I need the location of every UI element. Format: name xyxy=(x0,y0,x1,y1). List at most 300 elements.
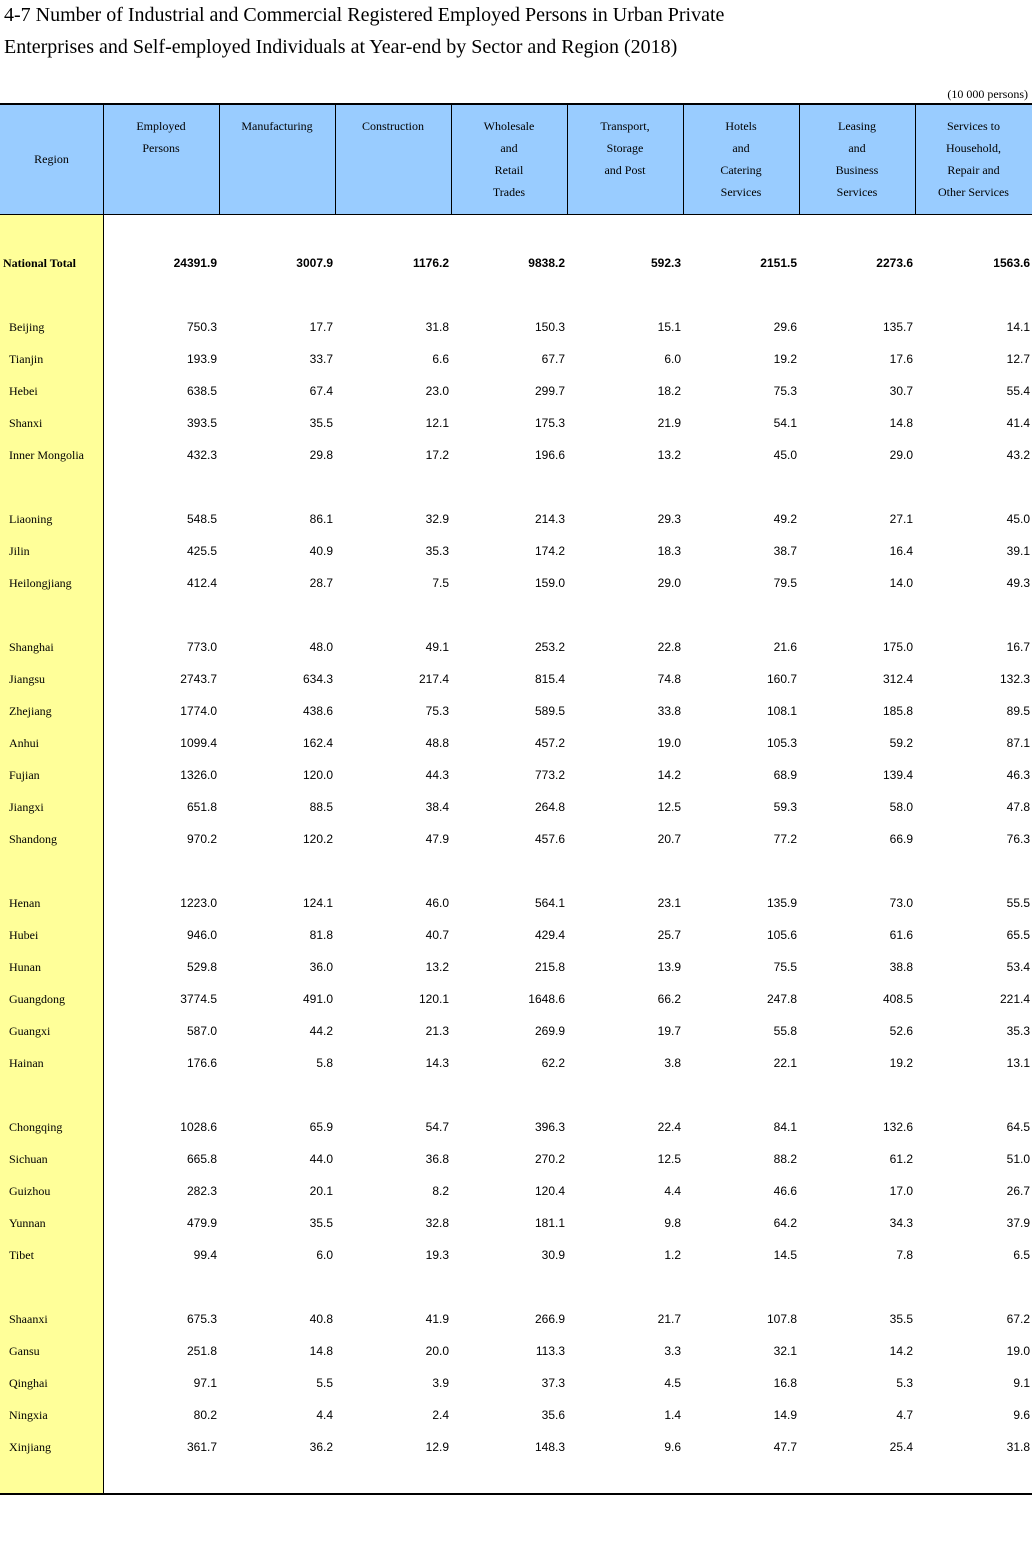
cell-value: 38.7 xyxy=(773,544,797,558)
cell-value: 2273.6 xyxy=(876,256,913,270)
cell-value: 162.4 xyxy=(302,736,333,750)
table-row xyxy=(0,894,1032,914)
cell-value: 14.1 xyxy=(1006,320,1030,334)
cell-value: 19.2 xyxy=(773,352,797,366)
cell-value: 7.8 xyxy=(896,1248,913,1262)
cell-value: 65.5 xyxy=(1006,928,1030,942)
cell-value: 24391.9 xyxy=(173,256,217,270)
cell-value: 66.2 xyxy=(657,992,681,1006)
cell-value: 638.5 xyxy=(186,384,217,398)
cell-value: 14.8 xyxy=(309,1344,333,1358)
region-name: Jilin xyxy=(9,544,30,558)
cell-value: 548.5 xyxy=(186,512,217,526)
cell-value: 22.8 xyxy=(657,640,681,654)
region-name: National Total xyxy=(3,256,77,270)
cell-value: 67.4 xyxy=(309,384,333,398)
cell-value: 73.0 xyxy=(889,896,913,910)
cell-value: 221.4 xyxy=(999,992,1030,1006)
cell-value: 32.8 xyxy=(425,1216,449,1230)
cell-value: 74.8 xyxy=(657,672,681,686)
cell-value: 457.2 xyxy=(534,736,565,750)
cell-value: 120.1 xyxy=(418,992,449,1006)
region-name: Jiangxi xyxy=(9,800,44,814)
cell-value: 67.7 xyxy=(541,352,565,366)
region-name: Beijing xyxy=(9,320,45,334)
cell-value: 77.2 xyxy=(773,832,797,846)
cell-value: 41.4 xyxy=(1006,416,1030,430)
table-row xyxy=(0,670,1032,690)
cell-value: 1563.6 xyxy=(993,256,1030,270)
column-header-line: Transport, xyxy=(600,119,650,133)
cell-value: 39.1 xyxy=(1006,544,1030,558)
cell-value: 97.1 xyxy=(193,1376,217,1390)
table-row xyxy=(0,990,1032,1010)
cell-value: 5.8 xyxy=(316,1056,333,1070)
cell-value: 58.0 xyxy=(889,800,913,814)
cell-value: 18.2 xyxy=(657,384,681,398)
cell-value: 8.2 xyxy=(432,1184,449,1198)
cell-value: 17.0 xyxy=(889,1184,913,1198)
table-row xyxy=(0,1438,1032,1458)
cell-value: 105.6 xyxy=(766,928,797,942)
region-name: Anhui xyxy=(9,736,39,750)
cell-value: 19.3 xyxy=(425,1248,449,1262)
cell-value: 396.3 xyxy=(534,1120,565,1134)
cell-value: 22.4 xyxy=(657,1120,681,1134)
cell-value: 14.0 xyxy=(889,576,913,590)
cell-value: 16.7 xyxy=(1006,640,1030,654)
cell-value: 12.9 xyxy=(425,1440,449,1454)
cell-value: 12.1 xyxy=(425,416,449,430)
column-header-line: Retail xyxy=(494,163,524,177)
cell-value: 29.3 xyxy=(657,512,681,526)
column-header-line: Household, xyxy=(946,141,1001,155)
cell-value: 9.8 xyxy=(664,1216,681,1230)
cell-value: 15.1 xyxy=(657,320,681,334)
cell-value: 4.7 xyxy=(896,1408,913,1422)
cell-value: 86.1 xyxy=(309,512,333,526)
cell-value: 589.5 xyxy=(534,704,565,718)
cell-value: 13.2 xyxy=(657,448,681,462)
cell-value: 247.8 xyxy=(766,992,797,1006)
table-row xyxy=(0,318,1032,338)
table-row xyxy=(0,734,1032,754)
cell-value: 120.2 xyxy=(302,832,333,846)
cell-value: 9.6 xyxy=(664,1440,681,1454)
cell-value: 22.1 xyxy=(773,1056,797,1070)
cell-value: 408.5 xyxy=(882,992,913,1006)
table-row xyxy=(0,574,1032,594)
cell-value: 113.3 xyxy=(535,1344,565,1358)
cell-value: 135.9 xyxy=(766,896,797,910)
cell-value: 160.7 xyxy=(766,672,797,686)
region-name: Hebei xyxy=(9,384,38,398)
cell-value: 181.1 xyxy=(534,1216,565,1230)
cell-value: 37.3 xyxy=(541,1376,565,1390)
cell-value: 26.7 xyxy=(1006,1184,1030,1198)
column-header-line: Region xyxy=(34,152,69,166)
table-row xyxy=(0,702,1032,722)
cell-value: 253.2 xyxy=(534,640,565,654)
region-name: Inner Mongolia xyxy=(9,448,84,462)
region-name: Sichuan xyxy=(9,1152,48,1166)
cell-value: 66.9 xyxy=(889,832,913,846)
cell-value: 19.2 xyxy=(889,1056,913,1070)
cell-value: 108.1 xyxy=(766,704,797,718)
cell-value: 17.7 xyxy=(309,320,333,334)
cell-value: 3.9 xyxy=(432,1376,449,1390)
cell-value: 33.7 xyxy=(309,352,333,366)
table-row xyxy=(0,1310,1032,1330)
table-row xyxy=(0,542,1032,562)
cell-value: 55.4 xyxy=(1006,384,1030,398)
cell-value: 99.4 xyxy=(193,1248,217,1262)
cell-value: 12.7 xyxy=(1006,352,1030,366)
cell-value: 5.3 xyxy=(896,1376,913,1390)
table-row xyxy=(0,382,1032,402)
cell-value: 4.4 xyxy=(664,1184,681,1198)
cell-value: 13.2 xyxy=(425,960,449,974)
cell-value: 27.1 xyxy=(889,512,913,526)
region-name: Guangdong xyxy=(9,992,65,1006)
region-name: Shaanxi xyxy=(9,1312,48,1326)
column-header-line: Business xyxy=(835,163,879,177)
cell-value: 1176.2 xyxy=(412,256,449,270)
cell-value: 135.7 xyxy=(882,320,913,334)
cell-value: 79.5 xyxy=(773,576,797,590)
region-name: Hubei xyxy=(9,928,39,942)
cell-value: 37.9 xyxy=(1006,1216,1030,1230)
cell-value: 9838.2 xyxy=(528,256,565,270)
cell-value: 13.9 xyxy=(657,960,681,974)
cell-value: 14.9 xyxy=(773,1408,797,1422)
cell-value: 634.3 xyxy=(302,672,333,686)
cell-value: 64.2 xyxy=(773,1216,797,1230)
cell-value: 4.5 xyxy=(664,1376,681,1390)
region-name: Fujian xyxy=(9,768,40,782)
cell-value: 491.0 xyxy=(302,992,333,1006)
cell-value: 35.6 xyxy=(541,1408,565,1422)
cell-value: 159.0 xyxy=(534,576,565,590)
cell-value: 36.0 xyxy=(309,960,333,974)
cell-value: 76.3 xyxy=(1006,832,1030,846)
cell-value: 34.3 xyxy=(889,1216,913,1230)
region-name: Ningxia xyxy=(9,1408,48,1422)
table-row xyxy=(0,1214,1032,1234)
region-name: Zhejiang xyxy=(9,704,52,718)
cell-value: 46.0 xyxy=(425,896,449,910)
cell-value: 479.9 xyxy=(186,1216,217,1230)
cell-value: 132.6 xyxy=(882,1120,913,1134)
region-name: Guizhou xyxy=(9,1184,51,1198)
cell-value: 36.8 xyxy=(425,1152,449,1166)
cell-value: 61.2 xyxy=(889,1152,913,1166)
cell-value: 23.0 xyxy=(425,384,449,398)
table-row xyxy=(0,638,1032,658)
cell-value: 6.5 xyxy=(1013,1248,1030,1262)
cell-value: 46.6 xyxy=(773,1184,797,1198)
region-name: Henan xyxy=(9,896,41,910)
cell-value: 1648.6 xyxy=(528,992,565,1006)
cell-value: 81.8 xyxy=(309,928,333,942)
cell-value: 44.2 xyxy=(309,1024,333,1038)
table-title-line-2: Enterprises and Self-employed Individuals at Year-end by Sector and Region (2018) xyxy=(4,36,678,58)
cell-value: 773.0 xyxy=(186,640,217,654)
cell-value: 32.1 xyxy=(773,1344,797,1358)
cell-value: 9.6 xyxy=(1013,1408,1030,1422)
cell-value: 1326.0 xyxy=(180,768,217,782)
cell-value: 88.5 xyxy=(309,800,333,814)
table-row xyxy=(0,1182,1032,1202)
cell-value: 59.3 xyxy=(773,800,797,814)
cell-value: 107.8 xyxy=(766,1312,797,1326)
table-row xyxy=(0,1246,1032,1266)
cell-value: 970.2 xyxy=(186,832,217,846)
column-header-line: and xyxy=(848,141,866,155)
cell-value: 2743.7 xyxy=(180,672,217,686)
cell-value: 3.3 xyxy=(664,1344,681,1358)
cell-value: 49.2 xyxy=(773,512,797,526)
cell-value: 269.9 xyxy=(534,1024,565,1038)
cell-value: 3.8 xyxy=(664,1056,681,1070)
cell-value: 38.4 xyxy=(425,800,449,814)
table-row xyxy=(0,1118,1032,1138)
region-name: Heilongjiang xyxy=(9,576,72,590)
cell-value: 6.0 xyxy=(664,352,681,366)
cell-value: 41.9 xyxy=(425,1312,449,1326)
column-header-line: and xyxy=(732,141,750,155)
region-name: Guangxi xyxy=(9,1024,51,1038)
cell-value: 14.5 xyxy=(773,1248,797,1262)
cell-value: 5.5 xyxy=(316,1376,333,1390)
cell-value: 32.9 xyxy=(425,512,449,526)
cell-value: 270.2 xyxy=(534,1152,565,1166)
region-name: Xinjiang xyxy=(9,1440,51,1454)
column-header-line: Services to xyxy=(947,119,1000,133)
cell-value: 214.3 xyxy=(534,512,565,526)
cell-value: 25.7 xyxy=(657,928,681,942)
column-header-line: Storage xyxy=(606,141,644,155)
cell-value: 47.7 xyxy=(773,1440,797,1454)
cell-value: 139.4 xyxy=(882,768,913,782)
cell-value: 176.6 xyxy=(186,1056,217,1070)
cell-value: 6.6 xyxy=(432,352,449,366)
table-row xyxy=(0,1374,1032,1394)
table-row xyxy=(0,1406,1032,1426)
cell-value: 21.9 xyxy=(657,416,681,430)
column-header-line: Services xyxy=(720,185,762,199)
cell-value: 59.2 xyxy=(889,736,913,750)
cell-value: 23.1 xyxy=(657,896,681,910)
cell-value: 12.5 xyxy=(657,1152,681,1166)
cell-value: 266.9 xyxy=(534,1312,565,1326)
table-row xyxy=(0,1342,1032,1362)
cell-value: 3774.5 xyxy=(180,992,217,1006)
cell-value: 20.1 xyxy=(309,1184,333,1198)
cell-value: 592.3 xyxy=(650,256,681,270)
cell-value: 393.5 xyxy=(186,416,217,430)
cell-value: 29.0 xyxy=(889,448,913,462)
cell-value: 215.8 xyxy=(534,960,565,974)
cell-value: 29.8 xyxy=(309,448,333,462)
cell-value: 61.6 xyxy=(889,928,913,942)
cell-value: 35.5 xyxy=(309,1216,333,1230)
unit-label: (10 000 persons) xyxy=(947,87,1028,101)
table-row xyxy=(0,1150,1032,1170)
cell-value: 80.2 xyxy=(193,1408,217,1422)
cell-value: 67.2 xyxy=(1006,1312,1030,1326)
cell-value: 40.7 xyxy=(425,928,449,942)
cell-value: 28.7 xyxy=(309,576,333,590)
cell-value: 251.8 xyxy=(186,1344,217,1358)
column-header-line: Hotels xyxy=(725,119,757,133)
cell-value: 120.0 xyxy=(302,768,333,782)
cell-value: 84.1 xyxy=(773,1120,797,1134)
table-row xyxy=(0,350,1032,370)
cell-value: 35.3 xyxy=(1006,1024,1030,1038)
cell-value: 1223.0 xyxy=(180,896,217,910)
table-row xyxy=(0,766,1032,786)
cell-value: 75.3 xyxy=(773,384,797,398)
cell-value: 53.4 xyxy=(1006,960,1030,974)
cell-value: 44.0 xyxy=(309,1152,333,1166)
cell-value: 815.4 xyxy=(534,672,565,686)
cell-value: 412.4 xyxy=(186,576,217,590)
column-header-line: Leasing xyxy=(838,119,876,133)
cell-value: 120.4 xyxy=(534,1184,565,1198)
cell-value: 148.3 xyxy=(534,1440,565,1454)
cell-value: 51.0 xyxy=(1006,1152,1030,1166)
table-row xyxy=(0,798,1032,818)
cell-value: 432.3 xyxy=(186,448,217,462)
cell-value: 55.8 xyxy=(773,1024,797,1038)
cell-value: 2151.5 xyxy=(760,256,797,270)
region-name: Jiangsu xyxy=(9,672,45,686)
cell-value: 9.1 xyxy=(1013,1376,1030,1390)
cell-value: 33.8 xyxy=(657,704,681,718)
cell-value: 150.3 xyxy=(534,320,565,334)
cell-value: 1028.6 xyxy=(180,1120,217,1134)
cell-value: 1774.0 xyxy=(180,704,217,718)
cell-value: 675.3 xyxy=(186,1312,217,1326)
cell-value: 19.7 xyxy=(657,1024,681,1038)
region-name: Shanxi xyxy=(9,416,43,430)
column-header-line: Manufacturing xyxy=(241,119,313,133)
cell-value: 17.2 xyxy=(425,448,449,462)
cell-value: 75.5 xyxy=(773,960,797,974)
cell-value: 87.1 xyxy=(1006,736,1030,750)
table-row xyxy=(0,414,1032,434)
cell-value: 30.9 xyxy=(541,1248,565,1262)
cell-value: 38.8 xyxy=(889,960,913,974)
region-name: Tibet xyxy=(9,1248,34,1262)
cell-value: 36.2 xyxy=(309,1440,333,1454)
cell-value: 62.2 xyxy=(541,1056,565,1070)
cell-value: 1.4 xyxy=(664,1408,681,1422)
column-header-line: Repair and xyxy=(947,163,1000,177)
region-name: Hunan xyxy=(9,960,41,974)
cell-value: 19.0 xyxy=(1006,1344,1030,1358)
cell-value: 54.1 xyxy=(773,416,797,430)
region-name: Chongqing xyxy=(9,1120,63,1134)
column-header-line: and Post xyxy=(604,163,646,177)
region-name: Qinghai xyxy=(9,1376,48,1390)
cell-value: 438.6 xyxy=(302,704,333,718)
cell-value: 47.8 xyxy=(1006,800,1030,814)
column-header-line: Trades xyxy=(492,185,526,199)
cell-value: 44.3 xyxy=(425,768,449,782)
cell-value: 14.2 xyxy=(889,1344,913,1358)
cell-value: 7.5 xyxy=(432,576,449,590)
table-title-line-1: 4-7 Number of Industrial and Commercial Registered Employed Persons in Urban Private xyxy=(4,4,725,26)
cell-value: 457.6 xyxy=(534,832,565,846)
total-row xyxy=(0,254,1032,274)
region-name: Shandong xyxy=(9,832,57,846)
cell-value: 425.5 xyxy=(186,544,217,558)
cell-value: 48.0 xyxy=(309,640,333,654)
column-header-line: and xyxy=(500,141,518,155)
cell-value: 20.0 xyxy=(425,1344,449,1358)
cell-value: 14.3 xyxy=(425,1056,449,1070)
cell-value: 361.7 xyxy=(186,1440,217,1454)
table-row xyxy=(0,926,1032,946)
column-header-line: Other Services xyxy=(938,185,1009,199)
cell-value: 132.3 xyxy=(999,672,1030,686)
cell-value: 16.4 xyxy=(889,544,913,558)
region-name: Gansu xyxy=(9,1344,40,1358)
cell-value: 40.8 xyxy=(309,1312,333,1326)
cell-value: 35.5 xyxy=(309,416,333,430)
column-header-line: Employed xyxy=(136,119,186,133)
table-row xyxy=(0,510,1032,530)
cell-value: 46.3 xyxy=(1006,768,1030,782)
cell-value: 196.6 xyxy=(534,448,565,462)
region-name: Yunnan xyxy=(9,1216,46,1230)
cell-value: 88.2 xyxy=(773,1152,797,1166)
cell-value: 3007.9 xyxy=(296,256,333,270)
cell-value: 35.3 xyxy=(425,544,449,558)
cell-value: 75.3 xyxy=(425,704,449,718)
cell-value: 264.8 xyxy=(534,800,565,814)
cell-value: 49.1 xyxy=(425,640,449,654)
cell-value: 64.5 xyxy=(1006,1120,1030,1134)
column-header-line: Construction xyxy=(362,119,424,133)
cell-value: 20.7 xyxy=(657,832,681,846)
cell-value: 299.7 xyxy=(534,384,565,398)
cell-value: 47.9 xyxy=(425,832,449,846)
cell-value: 946.0 xyxy=(186,928,217,942)
cell-value: 175.3 xyxy=(534,416,565,430)
cell-value: 429.4 xyxy=(534,928,565,942)
region-name: Tianjin xyxy=(9,352,44,366)
region-name: Liaoning xyxy=(9,512,53,526)
cell-value: 282.3 xyxy=(186,1184,217,1198)
cell-value: 31.8 xyxy=(1006,1440,1030,1454)
cell-value: 312.4 xyxy=(882,672,913,686)
cell-value: 29.6 xyxy=(773,320,797,334)
cell-value: 12.5 xyxy=(657,800,681,814)
cell-value: 750.3 xyxy=(186,320,217,334)
cell-value: 124.1 xyxy=(302,896,333,910)
column-header-line: Persons xyxy=(142,141,180,155)
cell-value: 17.6 xyxy=(889,352,913,366)
column-header-line: Services xyxy=(836,185,878,199)
cell-value: 14.8 xyxy=(889,416,913,430)
cell-value: 29.0 xyxy=(657,576,681,590)
cell-value: 175.0 xyxy=(882,640,913,654)
cell-value: 193.9 xyxy=(186,352,217,366)
cell-value: 564.1 xyxy=(534,896,565,910)
